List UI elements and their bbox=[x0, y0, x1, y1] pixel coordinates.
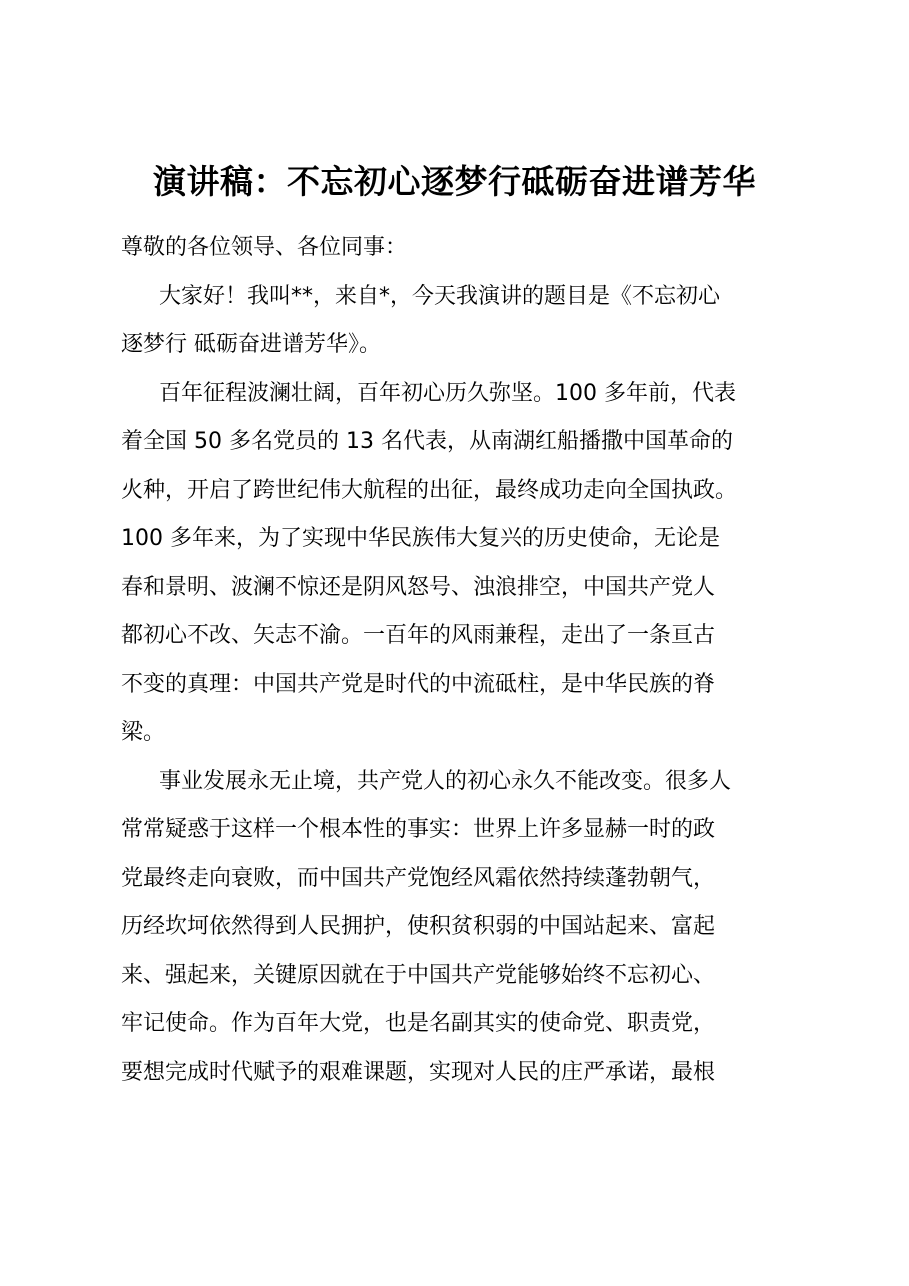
paragraph-line: 梁。 bbox=[121, 720, 166, 745]
paragraph-3 bbox=[121, 758, 811, 1098]
paragraph-line: 要想完成时代赋予的艰难课题，实现对人民的庄严承诺，最根 bbox=[121, 1059, 716, 1085]
paragraph-line: 不变的真理：中国共产党是时代的中流砥柱，是中华民族的脊 bbox=[121, 671, 716, 697]
paragraph-line: 逐梦行 砥砺奋进谱芳华》。 bbox=[121, 332, 381, 357]
paragraph-line: 事业发展永无止境，共产党人的初心永久不能改变。很多人 bbox=[159, 768, 732, 794]
document-body bbox=[121, 224, 811, 1097]
paragraph-line: 牢记使命。作为百年大党，也是名副其实的使命党、职责党， bbox=[121, 1011, 716, 1036]
paragraph-line: 来、强起来，关键原因就在于中国共产党能够始终不忘初心、 bbox=[121, 962, 716, 988]
paragraph-1 bbox=[121, 273, 811, 370]
paragraph-line: 100 多年来，为了实现中华民族伟大复兴的历史使命，无论是 bbox=[121, 526, 720, 551]
salutation-line: 尊敬的各位领导、各位同事： bbox=[121, 235, 408, 260]
paragraph-line: 常常疑惑于这样一个根本性的事实：世界上许多显赫一时的政 bbox=[121, 817, 716, 842]
paragraph-line: 都初心不改、矢志不渝。一百年的风雨兼程，走出了一条亘古 bbox=[121, 623, 716, 648]
paragraph-line: 历经坎坷依然得到人民拥护，使积贫积弱的中国站起来、富起 bbox=[121, 914, 716, 939]
paragraph-line: 党最终走向衰败，而中国共产党饱经风霜依然持续蓬勃朝气， bbox=[121, 865, 716, 891]
paragraph-line: 火种，开启了跨世纪伟大航程的出征，最终成功走向全国执政。 bbox=[121, 477, 738, 503]
paragraph-line: 大家好！我叫**，来自*，今天我演讲的题目是《不忘初心 bbox=[159, 283, 721, 309]
paragraph-2 bbox=[121, 370, 811, 758]
paragraph-line: 春和景明、波澜不惊还是阴风怒号、浊浪排空，中国共产党人 bbox=[121, 574, 716, 600]
salutation bbox=[121, 224, 811, 273]
paragraph-line: 百年征程波澜壮阔，百年初心历久弥坚。100 多年前，代表 bbox=[159, 380, 736, 406]
document-title: 演讲稿：不忘初心逐梦行砥砺奋进谱芳华 bbox=[153, 162, 756, 201]
paragraph-line: 着全国 50 多名党员的 13 名代表，从南湖红船播撒中国革命的 bbox=[121, 429, 733, 454]
